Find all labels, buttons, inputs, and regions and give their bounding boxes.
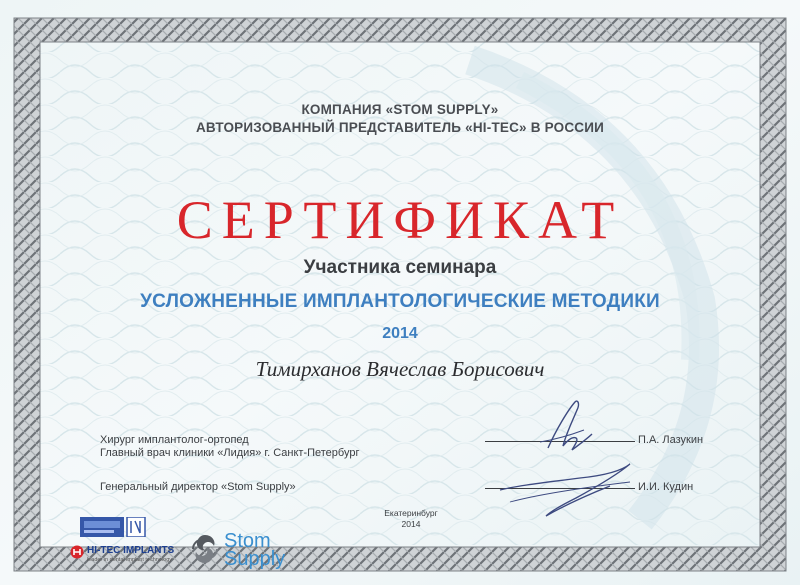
signatory-2-name: И.И. Кудин — [638, 481, 694, 493]
partner-badge-logo — [80, 517, 150, 537]
signatory-1-name: П.А. Лазукин — [638, 434, 704, 446]
supply-word: Supply — [224, 548, 286, 570]
representative-line: АВТОРИЗОВАННЫЙ ПРЕДСТАВИТЕЛЬ «HI-TEC» В РОССИИ — [195, 120, 605, 135]
signatory-1-role-line1: Хирург имплантолог-ортопед — [100, 434, 249, 446]
company-line: КОМПАНИЯ «STOM SUPPLY» — [301, 102, 499, 117]
certificate-subtitle: Участника семинара — [303, 257, 497, 278]
seminar-year: 2014 — [382, 325, 418, 342]
hitec-name: HI-TEC IMPLANTS — [87, 545, 175, 556]
seminar-name: УСЛОЖНЕННЫЕ ИМПЛАНТОЛОГИЧЕСКИЕ МЕТОДИКИ — [140, 291, 660, 312]
stom-word: Stom — [224, 530, 271, 552]
recipient-name: Тимирханов Вячеслав Борисович — [255, 357, 545, 381]
signatures-image — [480, 390, 660, 530]
hitec-mark-icon — [70, 545, 84, 559]
place-city: Екатеринбург — [384, 508, 438, 518]
signatory-2-role: Генеральный директор «Stom Supply» — [100, 481, 296, 493]
place-year: 2014 — [401, 519, 421, 529]
stom-supply-logo — [190, 528, 300, 572]
signatory-1-role-line2: Главный врач клиники «Лидия» г. Санкт-Петербург — [100, 447, 360, 459]
hitec-logo — [70, 543, 210, 569]
hitec-tagline: leader in dental implant technology — [87, 557, 173, 563]
stom-supply-swirl-icon — [190, 532, 220, 566]
certificate-title: СЕРТИФИКАТ — [176, 190, 624, 250]
